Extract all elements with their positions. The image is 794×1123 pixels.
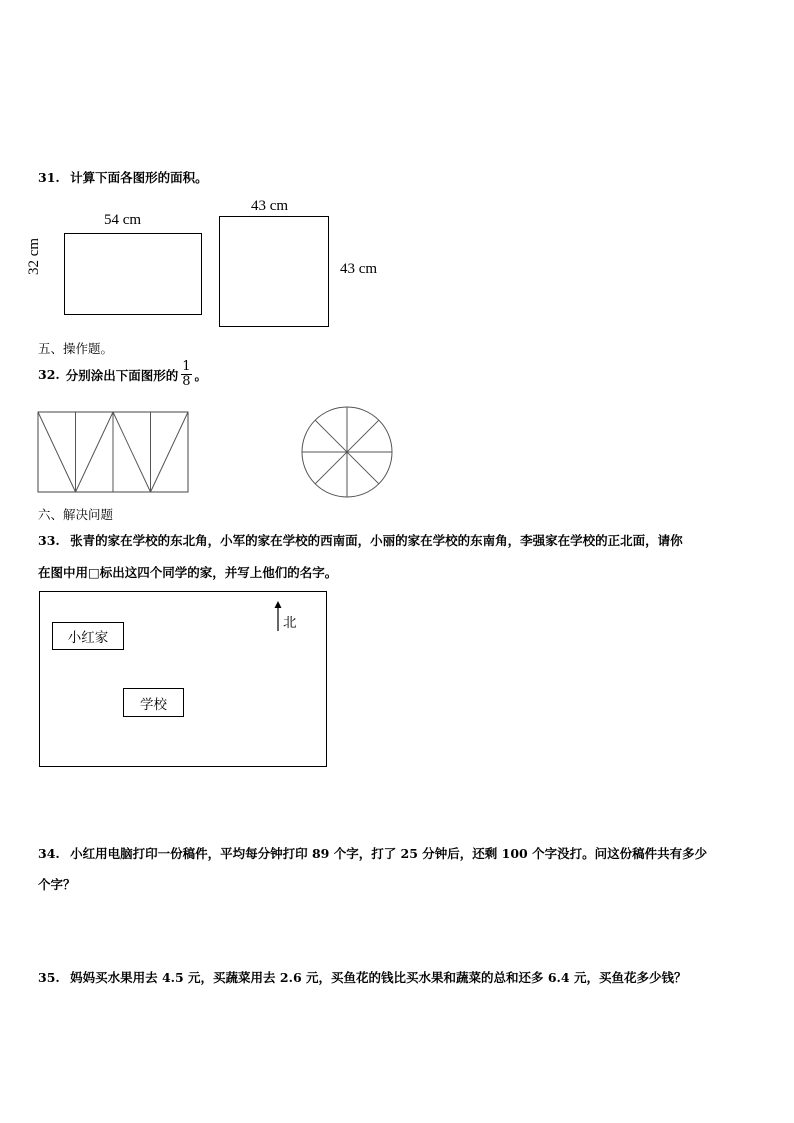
school-label: 学校 bbox=[140, 696, 167, 713]
rect-height-label: 32 cm bbox=[26, 237, 42, 275]
question-number: 33. bbox=[38, 533, 60, 548]
question-number: 32. bbox=[38, 367, 60, 382]
question-31 bbox=[38, 168, 208, 186]
question-text: 计算下面各图形的面积。 bbox=[70, 170, 208, 185]
school-label-box bbox=[123, 688, 184, 717]
fraction-denominator: 8 bbox=[182, 374, 191, 389]
question-text-line1: 小红用电脑打印一份稿件，平均每分钟打印 89 个字，打了 25 分钟后，还剩 100 个字没打。问这份稿件共有多少 bbox=[70, 846, 708, 861]
north-label: 北 bbox=[283, 615, 297, 631]
fraction bbox=[181, 360, 191, 389]
circle-figure bbox=[297, 406, 397, 498]
home-label: 小红家 bbox=[67, 630, 109, 646]
square-top-label: 43 cm bbox=[251, 198, 289, 214]
question-text: 分别涂出下面图形的 bbox=[65, 367, 179, 383]
question-number: 35. bbox=[38, 970, 60, 985]
question-33 bbox=[38, 531, 683, 549]
question-text-end: 。 bbox=[194, 367, 208, 383]
fraction-numerator: 1 bbox=[182, 359, 191, 374]
question-32 bbox=[38, 360, 207, 389]
question-33-line2: 在图中用□标出这四个同学的家，并写上他们的名字。 bbox=[38, 565, 338, 580]
section-title: 五、操作题。 bbox=[38, 341, 114, 356]
question-number: 31. bbox=[38, 170, 60, 185]
rectangle-figure bbox=[64, 233, 202, 315]
square-figure bbox=[219, 216, 329, 327]
rect-width-label: 54 cm bbox=[104, 212, 142, 228]
map-frame bbox=[39, 591, 327, 767]
square-side-label: 43 cm bbox=[340, 261, 378, 277]
question-text: 妈妈买水果用去 4.5 元，买蔬菜用去 2.6 元，买鱼花的钱比买水果和蔬菜的总和还多 6.4 元，买鱼花多少钱？ bbox=[70, 970, 687, 985]
home-label-box bbox=[52, 622, 124, 650]
question-number: 34. bbox=[38, 846, 60, 861]
section-title: 六、解决问题 bbox=[38, 507, 114, 522]
question-34 bbox=[38, 844, 707, 862]
question-text-line1: 张青的家在学校的东北角，小军的家在学校的西南面，小丽的家在学校的东南角，李强家在学校的正北面，请你 bbox=[70, 533, 683, 548]
question-35 bbox=[38, 968, 686, 986]
triangles-rectangle-figure bbox=[36, 410, 190, 494]
question-34-line2: 个字？ bbox=[38, 877, 76, 892]
